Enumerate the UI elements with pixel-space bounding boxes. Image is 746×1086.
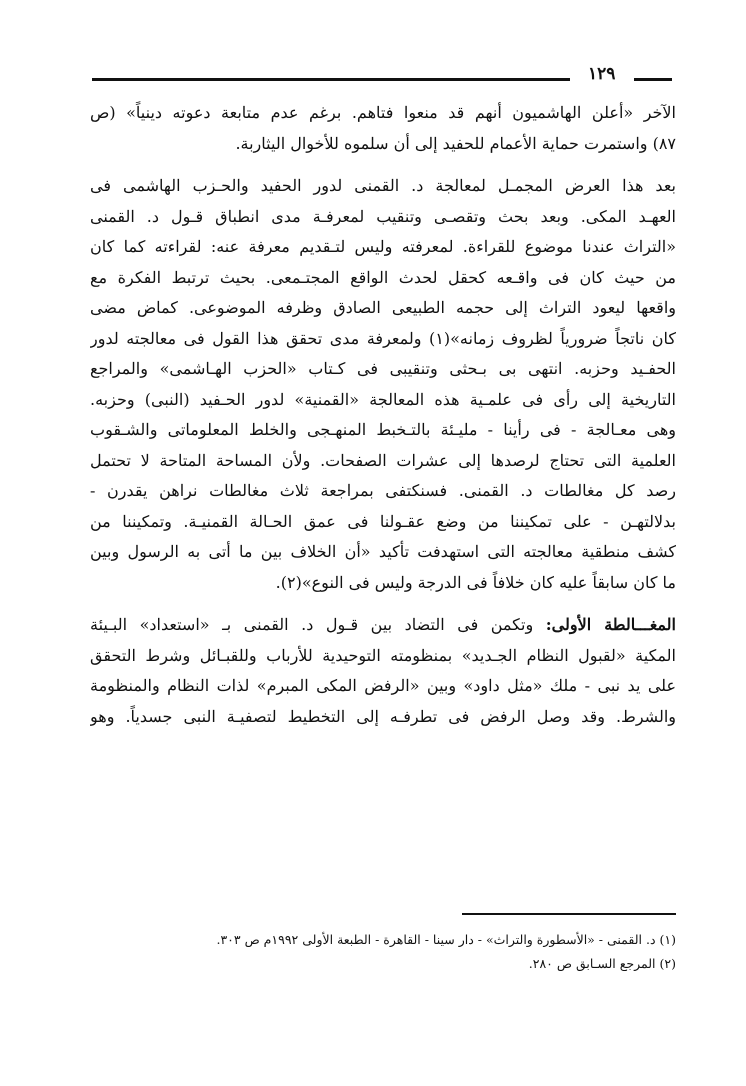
footnote: (١) د. القمنى - «الأسطورة والتراث» - دار سينا - القاهرة - الطبعة الأولى ١٩٩٢م ص ٣٠٣. <box>216 932 676 947</box>
text-line: من حيث كان فى واقـعه كحقل لحدث الواقع المجتـمعى. بحيث ترتبط الفكرة مع <box>90 267 676 287</box>
body-text <box>90 98 676 732</box>
text-line: الآخر «أعلن الهاشميون أنهم قد منعوا فتاهم. برغم عدم متابعة دعوته دينياً» (ص <box>90 103 676 122</box>
text-line: ما كان سابقاً عليه كان خلافاً فى الدرجة وليس فى النوع»(٢). <box>275 572 676 592</box>
text-line: والشرط. وقد وصل الرفض فى تطرفـه إلى التخطيط لتصفيـة النبى جسدياً. وهو <box>90 706 676 726</box>
footnote: (٢) المرجع السـابق ص ٢٨٠. <box>528 956 676 971</box>
text-line: الحفـيد وحزبه. انتهى بى بـحثى وتنقيبى فى كـتاب «الحزب الهـاشمى» والمراجع <box>90 359 676 378</box>
text-line: «التراث عندنا موضوع للقراءة. لمعرفته وليس لتـقديم معرفة عنه: لقراءته كما كان <box>90 237 676 256</box>
text-line: بعد هذا العرض المجمـل لمعالجة د. القمنى لدور الحفيد والحـزب الهاشمى فى <box>90 176 676 195</box>
text-line: ٨٧) واستمرت حماية الأعمام للحفيد إلى أن سلموه للأخوال اليثاربة. <box>235 133 676 153</box>
footnotes <box>90 928 676 976</box>
text-line: واقعها ليعود التراث إلى حجمه الطبيعى الصادق وظرفه الموضوعى. كماض مضى <box>90 298 676 317</box>
text-line: على يد نبى - ملك «مثل داود» وبين «الرفض المكى المبرم» لذات النظام والمنظومة <box>90 676 676 695</box>
page-number: ١٢٩ <box>588 64 616 84</box>
text-line: وهى معـالجة - فى رأينا - مليـئة بالتـخبط المنهـجى والخلط المعلوماتى والشـقوب <box>90 420 676 439</box>
text-line: العهـد المكى. وبعد بحث وتقصـى وتنقيب لمعرفـة مدى انطباق قـول د. القمنى <box>90 206 676 226</box>
section-lead: المغـــالطة الأولى: <box>545 615 676 634</box>
text-line: كشف منطقية معالجته التى استهدفت تأكيد «أن الخلاف بين ما أتى به الرسول وبين <box>90 542 676 561</box>
header-rule-short <box>634 78 672 81</box>
text-line: بدلالتهـن - على تمكيننا من وضع عقـولنا فى عمق الحـالة القمنيـة. وتمكيننا من <box>90 511 676 531</box>
header-rule-long <box>92 78 570 81</box>
text-line: رصد كل مغالطات د. القمنى. فسنكتفى بمراجعة ثلاث مغالطات نراهن يقدرن - <box>90 481 676 500</box>
text-line <box>90 610 676 641</box>
text-line-rest: وتكمن فى التضاد بين قـول د. القمنى بـ «استعداد» البـيئة <box>90 615 546 634</box>
text-line: كان ناتجاً ضرورياً لظروف زمانه»(١) ولمعرفة مدى تحقق هذا القول فى معالجته لدور <box>90 328 676 348</box>
text-line: التاريخية إلى رأى فى علمـية هذه المعالجة «القمنية» لدور الحـفيد (النبى) وحزبه. <box>90 389 676 409</box>
page-header <box>92 62 672 92</box>
text-line: المكية «لقبول النظام الجـديد» بمنظومته التوحيدية للأرباب وللقبـائل وشرط التحقق <box>90 645 676 665</box>
text-line: العلمية التى تحتاج لرصدها إلى عشرات الصفحات. ولأن المساحة المتاحة لا تحتمل <box>90 450 676 470</box>
footnote-separator <box>462 913 676 915</box>
